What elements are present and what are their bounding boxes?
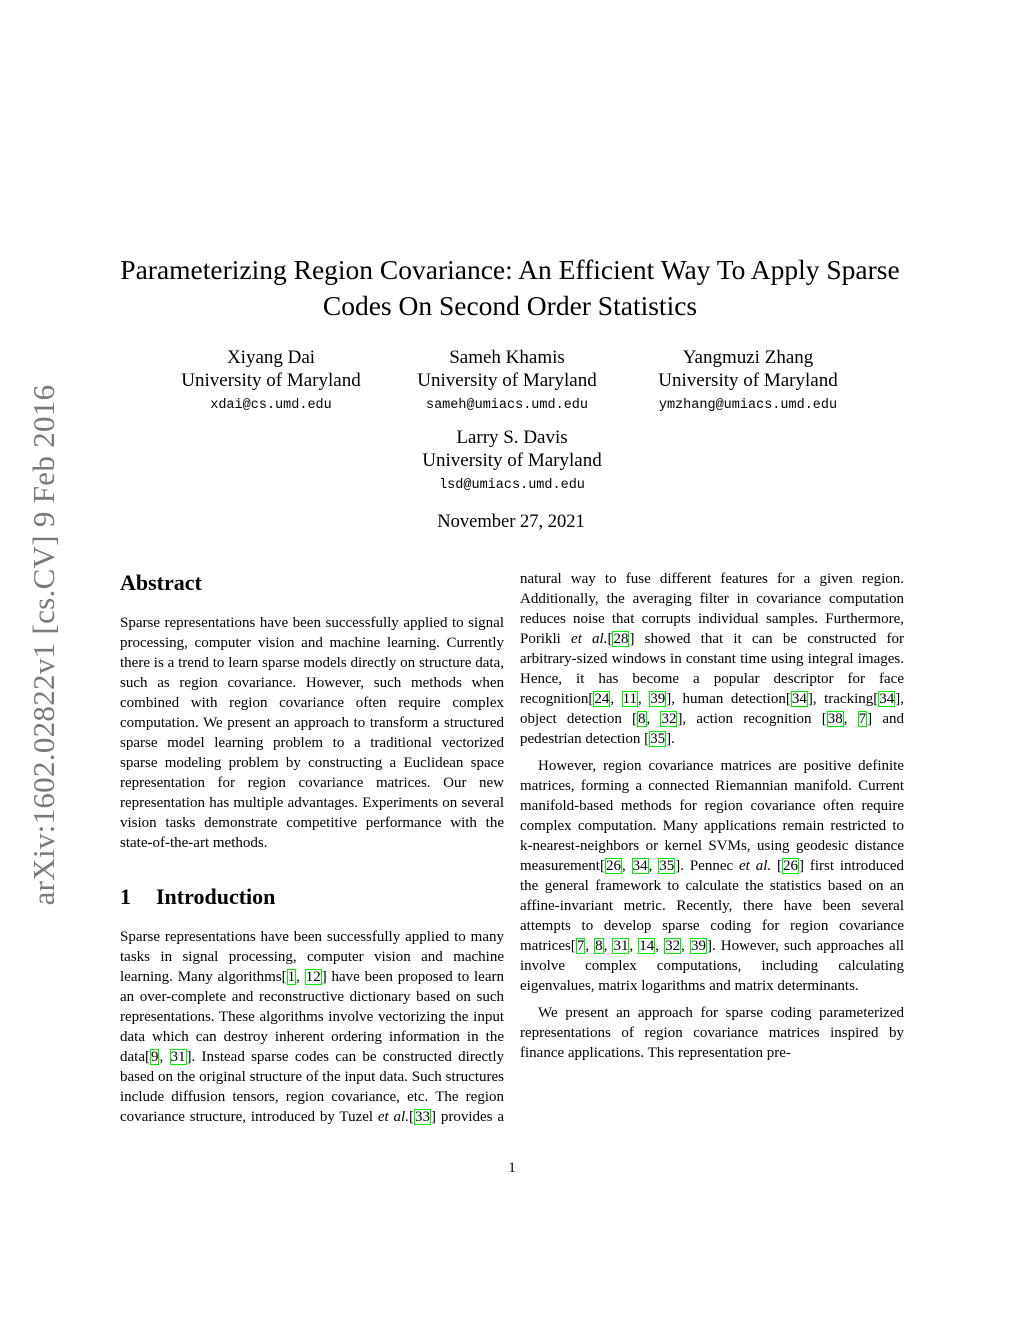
citation-link[interactable]: 11: [622, 691, 638, 707]
intro-paragraph-1: Sparse representations have been successfully applied to many tasks in signal processing, computer vision and machine learning. Many algorithms[1, 12] have been proposed to learn an over-complete and reconstructive dictionary based on such representations. These algorithms involve vectorizing the input data which can destroy inherent ordering information in the data[9, 31]. Instead sparse codes can be constructed directly based on the original structure of the input data. Such structures include diffusion tensors, region covariance, etc. The region covariance structure, introduced by Tuzel et al.[33] provides a natural way to fuse different features for a given region. Additionally, the averaging filter in covariance computation reduces noise that corrupts individual samples. Furthermore, Porikli et al.[28] showed that it can be constructed for arbitrary-sized windows in constant time using integral images. Hence, it has become a popular descriptor for face recognition[24, 11, 39], human detection[34], tracking[34], object detection [8, 32], action recognition [38, 7] and pedestrian detection [35].: [120, 571, 905, 1125]
section-number: 1: [120, 884, 131, 909]
arxiv-stamp-text: arXiv:1602.02822v1 [cs.CV] 9 Feb 2016: [26, 384, 61, 906]
citation-link[interactable]: 33: [414, 1109, 430, 1125]
paper-date: November 27, 2021: [437, 512, 585, 532]
text-run: ]. Pennec: [675, 858, 740, 874]
author-email: xdai@cs.umd.edu: [210, 398, 332, 413]
author-name: Yangmuzi Zhang: [682, 347, 814, 368]
section-title: Introduction: [156, 884, 276, 909]
text-run: . Instead sparse codes can be constructed directly based on the original structure of the input data. Such structures include diffusion tensors, region covariance, etc. The region covariance structure, introduced by Tuzel: [120, 1049, 504, 1125]
intro-paragraph-2: However, region covariance matrices are positive definite matrices, forming a connected Riemannian manifold. Current manifold-based methods for region covariance often require complex computation. Many applications remain restricted to k-nearest-neighbors or kernel SVMs, using geodesic distance measurement[26, 34, 35]. Pennec et al. [26] first introduced the general framework to calculate the statistics based on an affine-invariant metric. Recently, there have been several attempts to develop sparse coding for region covariance matrices[7, 8, 31, 14, 32, 39]. However, such approaches all involve complex computations, including calculating eigenvalues, matrix logarithms and matrix determinants.: [520, 758, 905, 994]
abstract-heading: Abstract: [120, 570, 202, 595]
author-block: [387, 346, 627, 420]
text-run: provides a natural way to fuse different features for a given region. Additionally, the averaging filter in covariance computation reduces noise that corrupts individual samples. Furthermore, Porikli: [435, 571, 904, 1125]
author-email: sameh@umiacs.umd.edu: [425, 398, 589, 413]
citation-link[interactable]: 26: [782, 858, 798, 874]
citation-link[interactable]: 34: [632, 858, 648, 874]
author-affiliation: University of Maryland: [417, 370, 597, 391]
citation-link[interactable]: 1: [287, 969, 296, 985]
page-number: 1: [508, 1160, 516, 1176]
citation-link[interactable]: 38: [827, 711, 843, 727]
citation-link[interactable]: 7: [858, 711, 867, 727]
citation-link[interactable]: 39: [650, 691, 666, 707]
author-name: Sameh Khamis: [449, 347, 565, 368]
citation-link[interactable]: 28: [613, 631, 629, 647]
text-run: However, region covariance matrices are positive definite matrices, forming a connected Riemannian manifold. Current manifold-based methods for region covariance often require complex computation. Many applications remain restricted to k-nearest-neighbors or kernel SVMs, using geodesic distance measurement[: [520, 758, 904, 874]
two-column-body: [120, 569, 904, 1134]
text-run: ], action recognition [: [677, 711, 827, 727]
citation-link[interactable]: 31: [613, 938, 629, 954]
text-run: et al.: [571, 631, 608, 647]
author-block: [628, 346, 868, 420]
citation-link[interactable]: 31: [170, 1049, 186, 1065]
text-run: ].: [666, 731, 675, 747]
citation-link[interactable]: 7: [576, 938, 585, 954]
citation-link[interactable]: 34: [791, 691, 807, 707]
author-block: [392, 426, 632, 500]
text-run: ] and pedestrian detection [: [520, 711, 904, 747]
text-run: et al.: [739, 858, 772, 874]
author-name: Larry S. Davis: [456, 427, 568, 448]
citation-link[interactable]: 24: [594, 691, 610, 707]
author-affiliation: University of Maryland: [181, 370, 361, 391]
text-run: showed that it can be constructed for arbitrary-sized windows in constant time using integral images. Hence, it has become a popular descriptor for face recognition: [520, 631, 905, 707]
section-heading: [120, 883, 504, 911]
text-run: ]. However, such approaches all involve complex computations, including calculating eigenvalues, matrix logarithms and matrix determinants.: [520, 938, 905, 994]
citation-link[interactable]: 26: [605, 858, 621, 874]
citation-link[interactable]: 14: [639, 938, 655, 954]
text-run: have been proposed to learn an over-complete and reconstructive dictionary based on such representations. These algorithms involve vectorizing the input data which can destroy inherent ordering information in the data: [120, 969, 504, 1065]
text-run: , tracking: [812, 691, 874, 707]
text-run: ] first introduced the general framework to calculate the statistics based on an affine-invariant metric. Recently, there have been several attempts to develop sparse coding for region covariance matrices[: [520, 858, 905, 954]
text-run: [: [771, 858, 782, 874]
paper-title: Parameterizing Region Covariance: An Efficient Way To Apply Sparse Codes On Second Order Statistics: [120, 254, 900, 321]
author-affiliation: University of Maryland: [422, 450, 602, 471]
text-run: , human detection: [671, 691, 786, 707]
citation-link[interactable]: 32: [665, 938, 681, 954]
citation-link[interactable]: 8: [638, 711, 646, 727]
citation-link[interactable]: 34: [879, 691, 895, 707]
abstract-text: Sparse representations have been successfully applied to signal processing, computer vision and machine learning. Currently there is a trend to learn sparse models directly on structure data, such as region covariance. However, such methods when combined with region covariance often require complex computation. We present an approach to transform a structured sparse model learning problem to a traditional vectorized sparse modeling problem by constructing a Euclidean space representation for region covariance matrices. Our new representation has multiple advantages. Experiments on several vision tasks demonstrate competitive performance with the state-of-the-art methods.: [120, 615, 504, 851]
text-run: et al.: [377, 1109, 409, 1125]
citation-link[interactable]: 35: [650, 731, 666, 747]
author-affiliation: University of Maryland: [658, 370, 838, 391]
citation-link[interactable]: 12: [305, 969, 321, 985]
citation-link[interactable]: 35: [659, 858, 675, 874]
citation-link[interactable]: 9: [150, 1049, 159, 1065]
citation-link[interactable]: 32: [661, 711, 677, 727]
text-run: Sparse representations have been successfully applied to many tasks in signal processing, computer vision and machine learning. Many algorithms: [120, 929, 504, 985]
author-block: [151, 346, 391, 420]
intro-paragraph-3: We present an approach for sparse coding parameterized representations of region covariance matrices inspired by finance applications. This representation pre-: [520, 1005, 904, 1061]
citation-link[interactable]: 8: [595, 938, 603, 954]
author-email: lsd@umiacs.umd.edu: [439, 478, 585, 493]
text-run: , object detection [: [520, 691, 904, 727]
author-name: Xiyang Dai: [226, 347, 316, 368]
citation-link[interactable]: 39: [690, 938, 706, 954]
author-email: ymzhang@umiacs.umd.edu: [658, 398, 838, 413]
